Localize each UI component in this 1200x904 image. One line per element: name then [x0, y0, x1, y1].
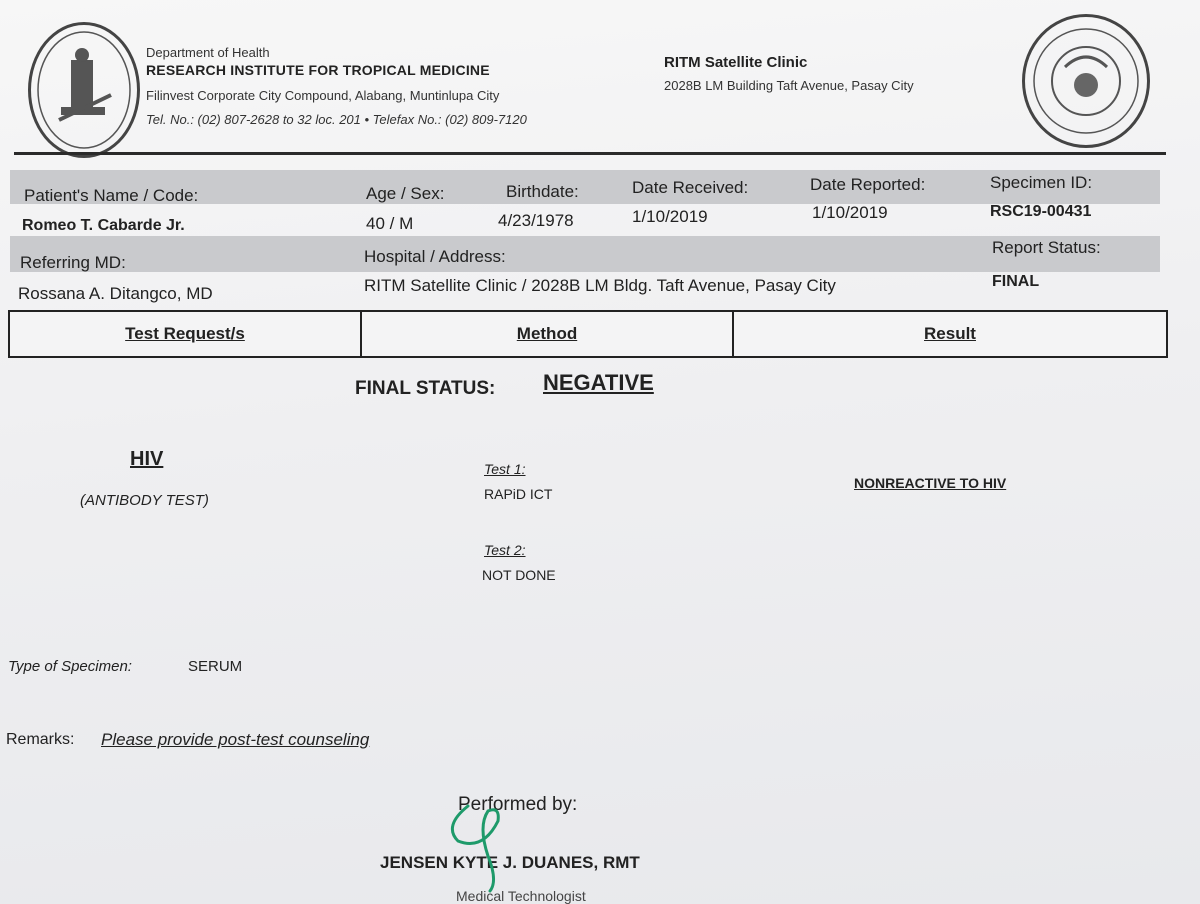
date-reported-value: 1/10/2019 — [812, 203, 888, 222]
specimen-id-label: Specimen ID: — [990, 173, 1093, 192]
patient-name: Romeo T. Cabarde Jr. — [22, 217, 185, 234]
report-status-value: FINAL — [992, 273, 1040, 290]
test1-method: RAPiD ICT — [484, 486, 553, 502]
patient-name-label: Patient's Name / Code: — [24, 186, 199, 205]
referral-label-band — [10, 236, 1160, 272]
test1-label: Test 1: — [484, 461, 526, 477]
specimen-id-value: RSC19-00431 — [990, 203, 1092, 220]
test-subtitle: (ANTIBODY TEST) — [80, 492, 209, 509]
header-divider — [14, 152, 1166, 155]
age-sex-value: 40 / M — [366, 214, 414, 233]
philippines-doh-seal-logo — [1022, 14, 1150, 148]
report-status-label: Report Status: — [992, 238, 1101, 257]
col-method: Method — [362, 312, 734, 356]
institute-phone: Tel. No.: (02) 807-2628 to 32 loc. 201 • Telefax No.: (02) 809-7120 — [146, 112, 527, 127]
remarks-label: Remarks: — [6, 731, 75, 748]
hospital-value: RITM Satellite Clinic / 2028B LM Bldg. Taft Avenue, Pasay City — [364, 276, 836, 295]
results-table-header — [8, 310, 1168, 358]
doh-ritm-seal-logo — [28, 22, 140, 158]
hospital-label: Hospital / Address: — [364, 247, 506, 266]
age-sex-label: Age / Sex: — [366, 184, 445, 203]
signer-name: JENSEN KYTE J. DUANES, RMT — [380, 853, 640, 872]
test2-label: Test 2: — [484, 542, 526, 558]
signer-title: Medical Technologist — [456, 888, 586, 904]
referring-md-label: Referring MD: — [20, 253, 126, 272]
birthdate-label: Birthdate: — [506, 182, 579, 201]
institute-address: Filinvest Corporate City Compound, Alabang, Muntinlupa City — [146, 88, 500, 103]
handwritten-signature — [428, 786, 538, 896]
date-received-label: Date Received: — [632, 178, 749, 197]
col-test-request: Test Request/s — [10, 312, 362, 356]
referring-md-value: Rossana A. Ditangco, MD — [18, 284, 213, 303]
col-result: Result — [924, 324, 976, 343]
test-name: HIV — [130, 448, 164, 470]
birthdate-value: 4/23/1978 — [498, 211, 574, 230]
performed-by-label: Performed by: — [458, 794, 578, 815]
test-result: NONREACTIVE TO HIV — [854, 475, 1007, 491]
final-status-label: FINAL STATUS: — [355, 378, 496, 399]
institute-name: RESEARCH INSTITUTE FOR TROPICAL MEDICINE — [146, 62, 490, 78]
date-received-value: 1/10/2019 — [632, 207, 708, 226]
date-reported-label: Date Reported: — [810, 175, 926, 194]
clinic-address: 2028B LM Building Taft Avenue, Pasay City — [664, 78, 914, 93]
test2-method: NOT DONE — [482, 567, 556, 583]
clinic-name: RITM Satellite Clinic — [664, 54, 808, 71]
department-name: Department of Health — [146, 45, 270, 60]
remarks-value: Please provide post-test counseling — [101, 730, 370, 749]
specimen-type-label: Type of Specimen: — [8, 658, 132, 675]
specimen-type-value: SERUM — [188, 658, 243, 675]
final-status-value: NEGATIVE — [543, 370, 654, 395]
